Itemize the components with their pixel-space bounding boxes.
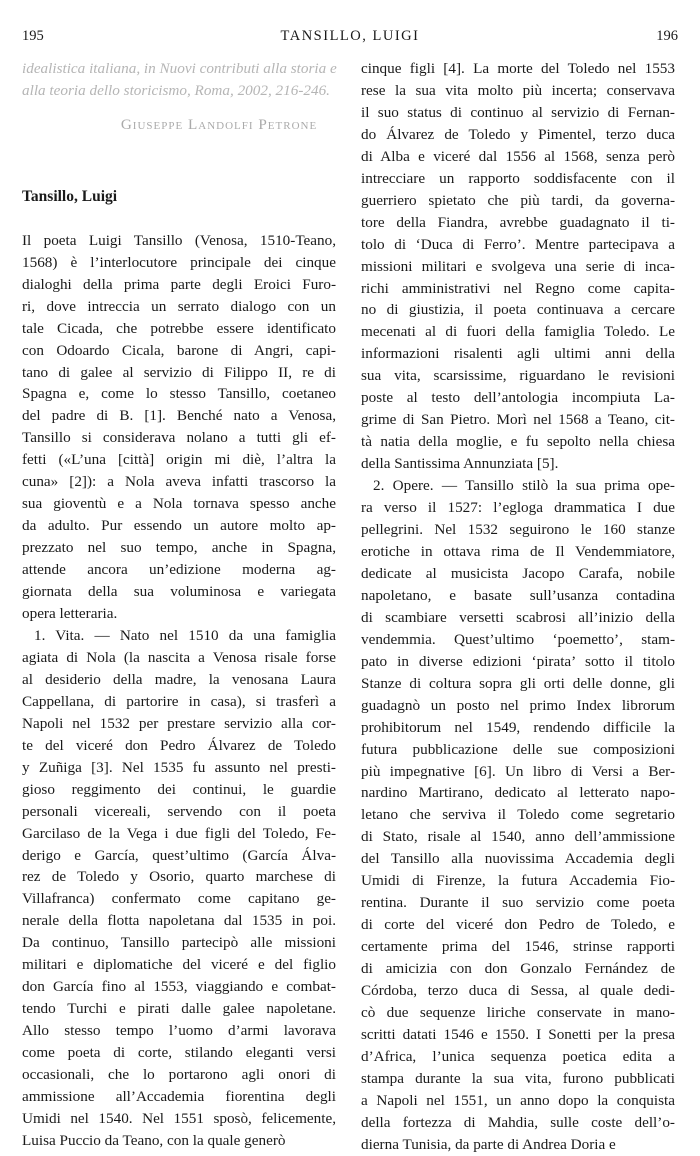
text-line: y Zuñiga [3]. Nel 1535 fu assunto nel presti- [22, 758, 336, 776]
text-line: Umidi nel 1540. Nel 1551 sposò, felicemente, [22, 1109, 336, 1127]
text-line: da adulto. Pur essendo un autore molto ap- [22, 517, 336, 535]
left-column [22, 58, 336, 1152]
text-line: nerale della flotta napoletana dal 1535 in poi. [22, 912, 336, 930]
vita-continued-paragraph [361, 58, 675, 475]
text-line: tà natia della moglie, e fu sepolto nella chiesa [361, 433, 675, 451]
text-line: pellegrini. Nel 1532 seguirono le 160 stanze [361, 521, 675, 539]
text-line: cinque figli [4]. La morte del Toledo nel 1553 [361, 60, 675, 77]
text-line: 2. Opere. — Tansillo stilò la sua prima ope- [373, 477, 675, 495]
text-line: dierna Tunisia, da parte di Andrea Doria e [361, 1135, 616, 1153]
text-line: di amicizia con don Gonzalo Fernández de [361, 960, 675, 978]
text-line: ra verso il 1527: l’egloga drammatica I due [361, 499, 675, 517]
text-line: vendemmia. Quest’ultimo ‘poemetto’, stam- [361, 630, 675, 648]
text-line: prohibitorum nel 1549, rendendo difficile la [361, 718, 675, 736]
text-line: di Stato, risale al 1540, anno dell’ammissione [361, 828, 675, 846]
text-line: tendo Turchi e pirati dalle galee napoletane. [22, 1000, 336, 1018]
text-line: sua vita, scarsissime, riguardano le revisioni [361, 367, 675, 385]
text-line: Garcilaso de la Vega i due figli del Toledo, Fe- [22, 824, 336, 842]
text-line: ri, dove intreccia un serrato dialogo con un [22, 297, 336, 315]
text-line: derigo e García, quest’ultimo (García Álva- [22, 846, 336, 864]
text-line: il suo status di continuo al servizio di Fernan- [361, 103, 675, 121]
text-line: Napoli nel 1532 per prestare servizio alla cor- [22, 714, 336, 732]
text-line: guerriero spietato che più tardi, da governa- [361, 191, 675, 209]
text-line: pato in diverse edizioni ‘pirata’ sotto il titolo [361, 652, 675, 670]
page-number-right: 196 [656, 28, 678, 44]
text-line: ammissione all’Accademia fiorentina degli [22, 1087, 336, 1105]
text-line: mecenati al di fuori della famiglia Toledo. Le [361, 323, 675, 341]
text-line: cuna» [2]): a Nola aveva infatti trascorso la [22, 473, 336, 491]
text-line: Córdoba, terzo duca di Sessa, al quale dedi- [361, 982, 675, 1000]
text-line: gioso reggimento dei continui, le guardie [22, 780, 336, 798]
text-line: d’Africa, l’unica sequenza poetica edita a [361, 1047, 675, 1065]
text-line: occasionali, che lo portarono agli onori di [22, 1066, 336, 1084]
text-line: Tansillo si considerava nolano a tutti gli ef- [22, 429, 336, 447]
text-line: scritti datati 1546 e 1550. I Sonetti per la presa [361, 1025, 675, 1043]
text-line: prezzato nel suo tempo, anche in Spagna, [22, 539, 336, 557]
text-line: della fortezza di Mahdia, sulle coste dell’o- [361, 1113, 675, 1131]
text-line: missioni militari e svolgeva una serie di inca- [361, 257, 675, 275]
text-line: tore della Fiandra, avrebbe guadagnato il ti- [361, 213, 675, 231]
text-line: rentina. Durante il suo servizio come poeta [361, 894, 675, 912]
text-line: della Santissima Annunziata [5]. [361, 455, 559, 473]
text-line: grime di San Pietro. Morì nel 1568 a Teano, cit- [361, 411, 675, 429]
right-column [361, 58, 675, 1156]
text-line: Da continuo, Tansillo partecipò alle missioni [22, 934, 336, 952]
page-number-left: 195 [22, 28, 44, 44]
text-line: opera letteraria. [22, 605, 118, 623]
running-title: TANSILLO, LUIGI [280, 28, 420, 44]
text-line: del Tansillo alla nuovissima Accademia degli [361, 850, 675, 868]
text-line: di Alba e viceré dal 1556 al 1568, senza però [361, 147, 675, 165]
text-line: richi amministrativi nel Regno come capita- [361, 279, 675, 297]
text-line: certamente prima del 1546, strinse rapporti [361, 938, 675, 956]
text-line: Stanze di coltura sopra gli orti delle donne, gli [361, 674, 675, 692]
text-line: letano che serviva il Toledo come segretario [361, 806, 675, 824]
page-header [22, 28, 678, 48]
text-line: guadagnò un posto nel primo Index librorum [361, 696, 675, 714]
text-line: tano di galee al servizio di Filippo II, re di [22, 363, 336, 381]
text-line: dialoghi della prima parte degli Eroici Furo- [22, 275, 336, 293]
text-line: militari e diplomatiche del viceré e del figlio [22, 956, 336, 974]
text-line: cò due sequenze liriche conservate in mano- [361, 1003, 675, 1021]
text-line: do Álvarez de Toledo y Pimentel, terzo duca [361, 125, 675, 143]
text-line: te del viceré don Pedro Álvarez de Toledo [22, 736, 336, 754]
text-line: no di giustizia, il poeta continuava a cercare [361, 301, 675, 319]
text-line: intrecciare un rapporto soddisfacente con il [361, 169, 675, 187]
text-line: al desiderio della madre, la venosana Laura [22, 670, 336, 688]
text-line: di corte del viceré don Pedro de Toledo, e [361, 916, 675, 934]
text-line: con Odoardo Cicala, barone di Angri, capi- [22, 341, 336, 359]
text-line: poste al testo dell’antologia incompiuta La- [361, 389, 675, 407]
text-line: don García fino al 1553, viaggiando e combat- [22, 978, 336, 996]
text-line: fetti («L’una [città] origin mi diè, l’altra la [22, 451, 336, 469]
text-line: Allo stesso tempo l’uomo d’armi lavorava [22, 1022, 336, 1040]
text-line: futura pubblicazione delle sue composizioni [361, 740, 675, 758]
text-line: 1568) è l’interlocutore principale dei cinque [22, 253, 336, 271]
intro-paragraph [22, 230, 336, 625]
text-line: come poeta di corte, stilando eleganti versi [22, 1044, 336, 1062]
text-line: rez de Toledo y Osorio, quarto marchese di [22, 868, 336, 886]
text-line: stampa durante la sua vita, furono pubblicati [361, 1069, 675, 1087]
text-line: attende ancora un’edizione moderna ag- [22, 561, 336, 579]
text-line: sua gioventù e a Nola tornava spesso anche [22, 495, 336, 513]
text-line: a Napoli nel 1551, un anno dopo la conquista [361, 1091, 675, 1109]
previous-entry-bibliography-line: idealistica italiana, in Nuovi contributi alla storia e [22, 60, 337, 77]
text-line: di scambiare versetti scabrosi all’inizio della [361, 608, 675, 626]
text-line: 1. Vita. — Nato nel 1510 da una famiglia [34, 626, 336, 644]
text-line: dedicate al musicista Jacopo Carafa, nobile [361, 564, 675, 582]
entry-title: Tansillo, Luigi [22, 187, 118, 205]
text-line: del padre di B. [1]. Benché nato a Venosa, [22, 407, 336, 425]
text-line: Villafranca) confermato come capitano ge- [22, 890, 336, 908]
text-line: napoletano, e basate sull’usanza contadina [361, 586, 675, 604]
text-line: giornata della sua voluminosa e variegata [22, 583, 336, 601]
text-line: Umidi di Firenze, la futura Accademia Fio- [361, 872, 675, 890]
previous-entry-bibliography-line: alla teoria dello storicismo, Roma, 2002, 216-246. [22, 81, 330, 99]
text-line: personali vicereali, servendo con il poeta [22, 802, 336, 820]
text-line: nardino Martirano, dedicato al letterato napo- [361, 784, 675, 802]
text-line: Luisa Puccio da Teano, con la quale generò [22, 1131, 286, 1149]
section-vita-paragraph [22, 625, 336, 1152]
text-line: tale Cicada, che potrebbe essere identificato [22, 319, 336, 337]
text-line: Spagna e, come lo stesso Tansillo, coetaneo [22, 385, 336, 403]
text-line: agiata di Nola (la nascita a Venosa risale forse [22, 648, 336, 666]
text-line: Cappellana, di partorire in casa), si trasferì a [22, 692, 336, 710]
previous-entry-author: Giuseppe Landolfi Petrone [120, 115, 318, 133]
text-line: più impegnative [6]. Un libro di Versi a Ber- [361, 762, 675, 780]
text-line: erotiche in ottava rima de Il Vendemmiatore, [361, 542, 675, 560]
text-line: tolo di ‘Duca di Ferro’. Mentre partecipava a [361, 235, 675, 253]
text-line: informazioni risalenti agli ultimi anni della [361, 345, 675, 363]
section-opere-paragraph [361, 475, 675, 1156]
text-line: Il poeta Luigi Tansillo (Venosa, 1510-Teano, [22, 231, 336, 249]
text-line: rese la sua vita molto più incerta; conservava [361, 81, 675, 99]
